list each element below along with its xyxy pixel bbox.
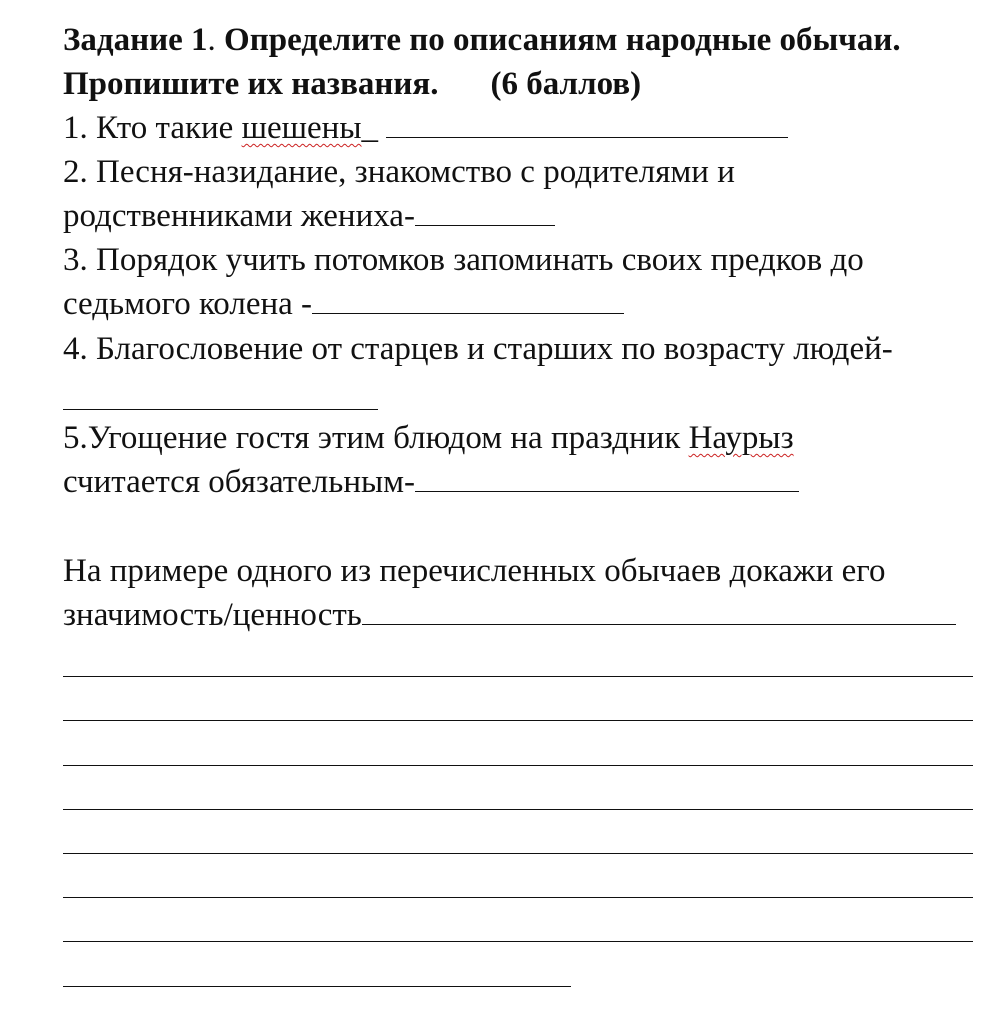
essay-text-1: На примере одного из перечисленных обычаев докажи его (63, 553, 886, 589)
item-5-line-1 (63, 418, 794, 458)
item-2-line-1 (63, 152, 735, 192)
item-2-line-2 (63, 196, 555, 236)
essay-answer-line[interactable] (63, 720, 973, 721)
task-heading-line-1 (63, 20, 901, 60)
item-5-flagged-word: Наурыз (688, 420, 794, 456)
item-4-line-1 (63, 329, 893, 369)
item-1 (63, 108, 788, 148)
item-4-answer-blank[interactable] (63, 409, 378, 410)
item-3-line-2 (63, 284, 624, 324)
item-5-prefix: 5.Угощение гостя этим блюдом на праздник (63, 420, 689, 456)
item-5-answer-blank[interactable] (415, 463, 799, 492)
essay-answer-line[interactable] (63, 941, 973, 942)
item-2-text-1: 2. Песня-назидание, знакомство с родителями и (63, 154, 735, 190)
essay-answer-line[interactable] (63, 676, 973, 677)
essay-text-2: значимость/ценность (63, 597, 362, 633)
essay-answer-line[interactable] (63, 897, 973, 898)
task-points: (6 баллов) (490, 66, 642, 102)
essay-prompt-line-1 (63, 551, 886, 591)
item-3-text-2: седьмого колена - (63, 286, 313, 322)
item-4-text-1: 4. Благословение от старцев и старших по возрасту людей- (63, 331, 893, 367)
item-5-text-2: считается обязательным- (63, 464, 416, 500)
essay-answer-line[interactable] (63, 809, 973, 810)
task-instruction-1: Определите по описаниям народные обычаи. (215, 22, 901, 58)
item-2-answer-blank[interactable] (415, 197, 555, 226)
item-2-text-2: родственниками жениха- (63, 198, 415, 234)
item-1-prefix: 1. Кто такие (63, 110, 242, 146)
essay-answer-blank-first[interactable] (362, 596, 956, 625)
item-5-line-2 (63, 462, 799, 502)
item-3-line-1 (63, 240, 864, 280)
item-1-suffix: _ (361, 110, 387, 146)
item-1-answer-blank[interactable] (386, 109, 788, 138)
essay-answer-line-last[interactable] (63, 986, 571, 987)
task-heading-line-2 (63, 64, 641, 104)
item-1-flagged-word: шешены (241, 110, 362, 146)
task-instruction-2: Пропишите их названия. (63, 66, 439, 102)
task-dot: . (207, 22, 216, 58)
item-3-answer-blank[interactable] (312, 285, 624, 314)
essay-prompt-line-2 (63, 595, 956, 635)
essay-answer-line[interactable] (63, 853, 973, 854)
item-3-text-1: 3. Порядок учить потомков запоминать своих предков до (63, 242, 864, 278)
essay-answer-line[interactable] (63, 765, 973, 766)
task-label: Задание 1 (63, 22, 208, 58)
